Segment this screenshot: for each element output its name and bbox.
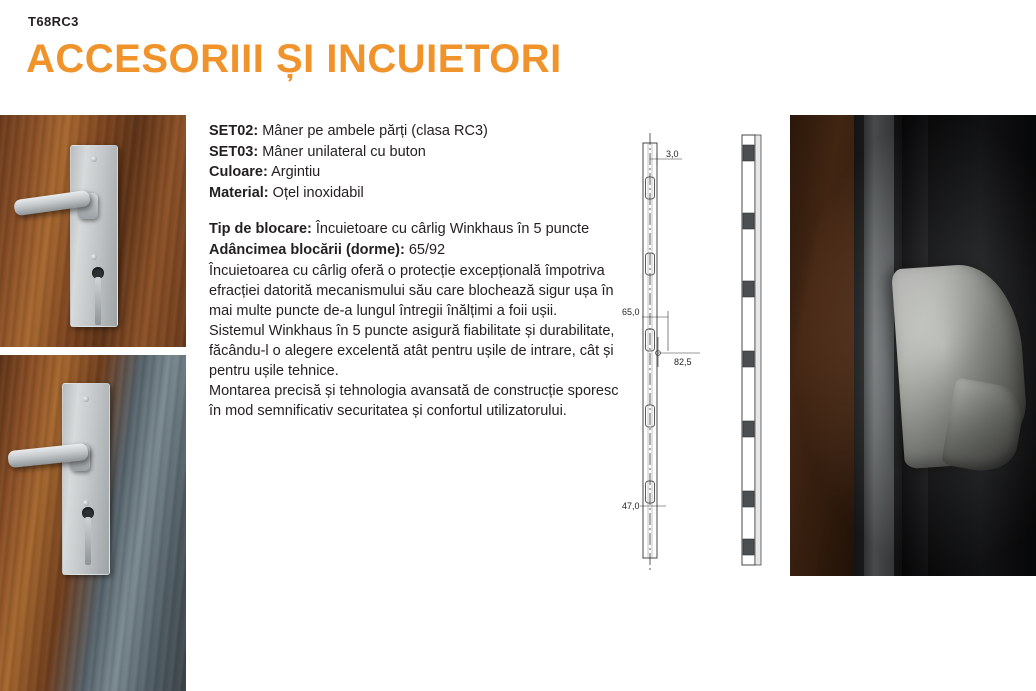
technical-drawing <box>622 115 790 576</box>
door-wood-edge <box>790 115 854 576</box>
spec-label: Adâncimea blocării (dorme): <box>209 241 405 258</box>
spec-row <box>209 220 621 240</box>
dimension-label: 3,0 <box>666 149 679 159</box>
handle-photo-wood-door <box>0 115 186 347</box>
spec-label: Tip de blocare: <box>209 221 312 238</box>
strike-plate <box>864 115 894 576</box>
spec-label: SET03: <box>209 143 259 160</box>
spec-value: Mâner pe ambele părți (clasa RC3) <box>262 123 488 139</box>
product-code: T68RC3 <box>28 14 79 29</box>
spec-row <box>209 163 621 183</box>
screw-icon <box>83 500 89 506</box>
spec-row <box>209 241 621 261</box>
spec-label: SET02: <box>209 123 259 139</box>
spec-value: 65/92 <box>408 241 446 258</box>
dimension-label: 65,0 <box>622 307 640 317</box>
dimension-label: 47,0 <box>622 501 640 511</box>
paragraph: Sistemul Winkhaus în 5 puncte asigură fiabilitate și durabilitate, făcându-l o alegere excelentă atât pentru ușile de intrare, cât și pentru ușile tehnice. <box>209 323 615 380</box>
page-title: ACCESORIII ȘI INCUIETORI <box>26 37 562 81</box>
spec-row <box>209 143 621 163</box>
spec-label: Culoare: <box>209 164 268 181</box>
spec-row <box>209 122 621 142</box>
screw-icon <box>83 396 89 402</box>
hook-bolt-photo <box>790 115 1036 576</box>
screw-icon <box>91 156 97 162</box>
spec-value: Încuietoare cu cârlig Winkhaus în 5 puncte <box>315 221 590 238</box>
spec-value: Argintiu <box>271 164 321 181</box>
screw-icon <box>91 254 97 260</box>
spec-label: Material: <box>209 184 269 201</box>
handle-backplate <box>70 145 118 327</box>
paragraph: Montarea precisă și tehnologia avansată de construcție sporesc în mod semnificativ securitatea și confortul utilizatorului. <box>209 383 619 420</box>
paragraph: Încuietoarea cu cârlig oferă o protecție excepțională împotriva efracției datorită mecanismului său care blochează sigur ușa în mai multe puncte de-a lungul întregii înălțimi a foii ușii. <box>209 263 614 320</box>
spec-value: Mâner unilateral cu buton <box>262 143 426 160</box>
key <box>95 277 101 325</box>
handle-photo-grey-door <box>0 355 186 691</box>
spec-value: Oțel inoxidabil <box>272 184 364 201</box>
dimension-label: 82,5 <box>674 357 692 367</box>
left-photo-column <box>0 115 186 576</box>
header <box>0 0 1036 112</box>
description-text-column <box>209 122 621 421</box>
spacer <box>209 204 621 220</box>
spec-row <box>209 184 621 204</box>
key <box>85 517 91 565</box>
